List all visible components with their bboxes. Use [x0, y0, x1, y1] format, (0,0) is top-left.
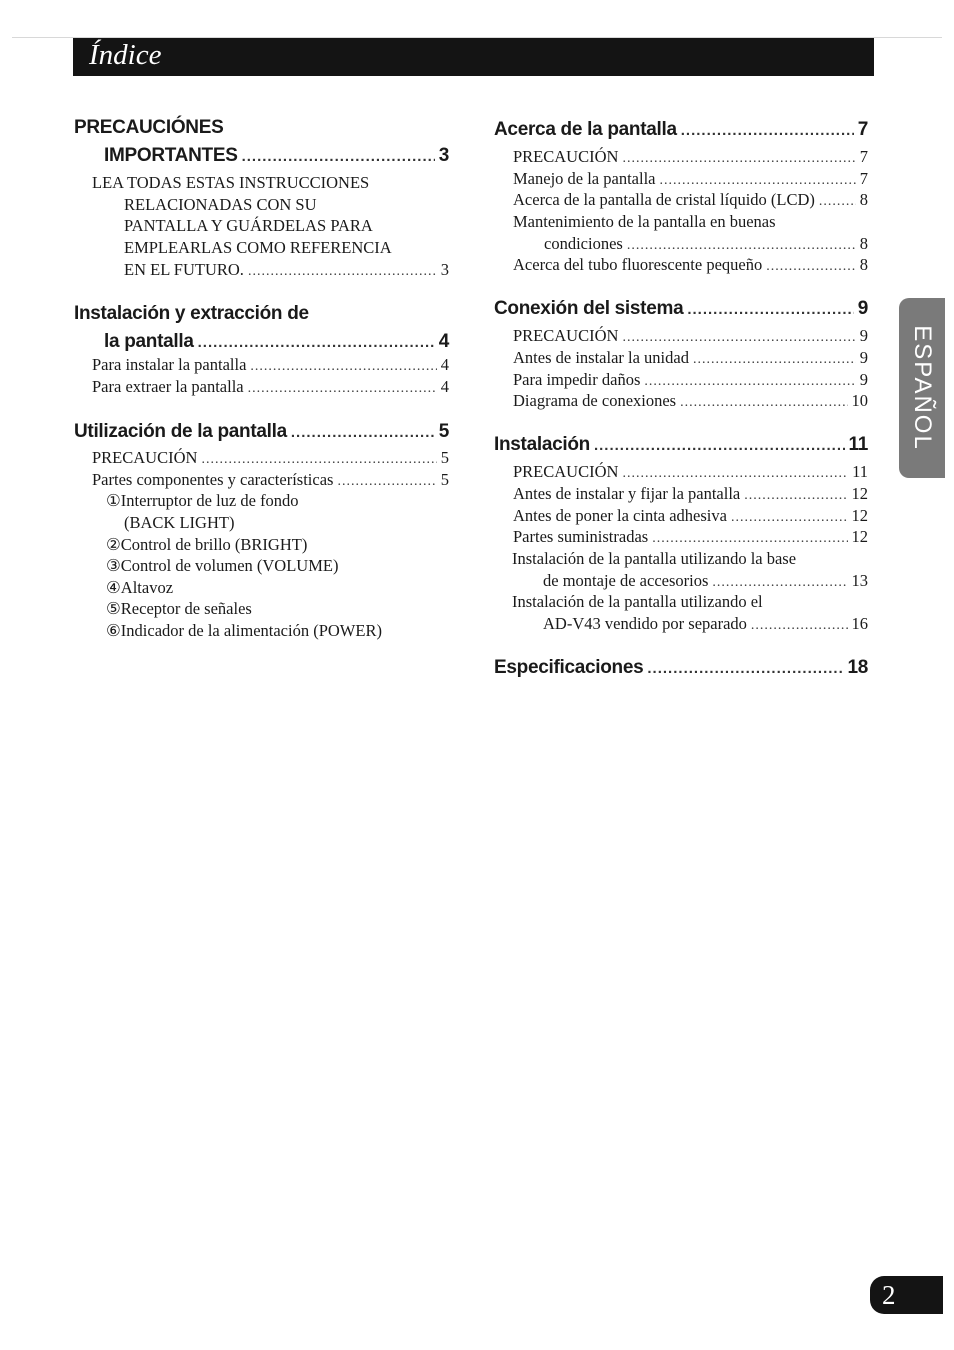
toc-subentry-label: Para instalar la pantalla	[92, 355, 247, 374]
toc-subentry-label: Manejo de la pantalla	[513, 169, 656, 188]
toc-page-number: 9	[859, 326, 868, 345]
dot-leader	[681, 119, 854, 143]
toc-page-number: 8	[859, 255, 868, 274]
toc-heading-precauciones-line2: IMPORTANTES	[104, 145, 238, 166]
toc-subentry-label: EN EL FUTURO.	[124, 260, 244, 279]
toc-page-number: 4	[438, 331, 449, 352]
toc-subentry[interactable]	[543, 570, 868, 594]
toc-subentry[interactable]	[92, 354, 449, 378]
toc-subentry-label: de montaje de accesorios	[543, 571, 709, 590]
dot-leader	[337, 471, 436, 493]
toc-page-number: 7	[859, 147, 868, 166]
toc-entry-acerca[interactable]	[494, 118, 868, 143]
title-bar	[73, 38, 874, 76]
toc-subentry-label: Acerca de la pantalla de cristal líquido (LCD)	[513, 190, 815, 209]
dot-leader	[201, 449, 436, 471]
toc-entry-precauciones[interactable]	[104, 144, 449, 169]
toc-subitem: EMPLEARLAS COMO REFERENCIA	[124, 238, 392, 257]
language-tab-label: ESPAÑOL	[909, 325, 936, 451]
toc-entry-utilizacion[interactable]	[74, 420, 449, 445]
toc-subentry[interactable]	[92, 447, 449, 471]
toc-subentry-label: PRECAUCIÓN	[513, 326, 619, 345]
toc-page-number: 13	[851, 571, 868, 590]
dot-leader	[652, 528, 847, 550]
toc-page-number: 16	[851, 614, 868, 633]
toc-page-number: 5	[438, 421, 449, 442]
toc-page-number: 7	[857, 119, 868, 140]
toc-subentry[interactable]	[513, 369, 868, 393]
toc-subentry[interactable]	[513, 325, 868, 349]
dot-leader	[622, 463, 848, 485]
toc-heading-conexion: Conexión del sistema	[494, 298, 684, 319]
toc-page-number: 5	[440, 470, 449, 489]
toc-part-item: ⑤Receptor de señales	[106, 599, 252, 618]
toc-subentry-label: Antes de instalar y fijar la pantalla	[513, 484, 741, 503]
toc-entry-instalacion-extraccion[interactable]	[104, 330, 449, 355]
dot-leader	[594, 434, 845, 458]
dot-leader	[680, 392, 847, 414]
toc-subentry-label: Para impedir daños	[513, 370, 641, 389]
dot-leader	[647, 657, 843, 681]
toc-subentry-label: Partes componentes y características	[92, 470, 334, 489]
toc-subentry[interactable]	[513, 505, 868, 529]
toc-subentry-label: Antes de instalar la unidad	[513, 348, 689, 367]
toc-part-item: ⑥Indicador de la alimentación (POWER)	[106, 621, 382, 640]
toc-subitem: PANTALLA Y GUÁRDELAS PARA	[124, 216, 373, 235]
dot-leader	[622, 148, 855, 170]
dot-leader	[242, 145, 435, 169]
toc-page-number: 9	[859, 348, 868, 367]
toc-subentry[interactable]	[513, 461, 868, 485]
language-tab	[899, 298, 945, 478]
toc-subentry[interactable]	[124, 259, 449, 283]
toc-heading-precauciones-line1: PRECAUCIÓNES	[74, 117, 224, 138]
toc-subentry-label: PRECAUCIÓN	[513, 147, 619, 166]
dot-leader	[250, 356, 436, 378]
toc-part-item: ①Interruptor de luz de fondo	[106, 491, 299, 510]
toc-subentry[interactable]	[544, 233, 868, 257]
toc-page-number: 3	[440, 260, 449, 279]
toc-subentry-label: Mantenimiento de la pantalla en buenas	[513, 212, 776, 231]
toc-heading-acerca: Acerca de la pantalla	[494, 119, 677, 140]
toc-entry-especificaciones[interactable]	[494, 656, 868, 681]
dot-leader	[198, 331, 435, 355]
toc-subentry-label: Acerca del tubo fluorescente pequeño	[513, 255, 763, 274]
toc-page-number: 12	[851, 484, 868, 503]
toc-entry-instalacion[interactable]	[494, 433, 868, 458]
toc-subentry[interactable]	[513, 483, 868, 507]
toc-subentry-label: PRECAUCIÓN	[513, 462, 619, 481]
toc-subentry-label: Antes de poner la cinta adhesiva	[513, 506, 727, 525]
toc-page-number: 11	[848, 434, 868, 455]
toc-subentry-label: Diagrama de conexiones	[513, 391, 677, 410]
toc-part-item: ④Altavoz	[106, 578, 174, 597]
toc-subentry-label: Instalación de la pantalla utilizando la base	[512, 549, 797, 568]
toc-subitem: LEA TODAS ESTAS INSTRUCCIONES	[92, 173, 370, 192]
toc-subentry[interactable]	[92, 469, 449, 493]
toc-subentry-label: AD-V43 vendido por separado	[543, 614, 747, 633]
toc-page-number: 12	[851, 527, 868, 546]
toc-page-number: 4	[440, 377, 449, 396]
toc-page-number: 18	[847, 657, 868, 678]
toc-page-number: 5	[440, 448, 449, 467]
toc-page-number: 9	[857, 298, 868, 319]
toc-page-number: 9	[859, 370, 868, 389]
toc-heading-instalacion-extraccion-line2: la pantalla	[104, 331, 194, 352]
toc-part-item: ②Control de brillo (BRIGHT)	[106, 535, 308, 554]
dot-leader	[766, 256, 856, 278]
toc-heading-instalacion: Instalación	[494, 434, 590, 455]
dot-leader	[819, 191, 856, 213]
toc-page-number: 11	[852, 462, 868, 481]
toc-subentry-label: PRECAUCIÓN	[92, 448, 198, 467]
toc-subentry[interactable]	[513, 526, 868, 550]
toc-part-item: (BACK LIGHT)	[124, 513, 235, 532]
dot-leader	[751, 615, 848, 637]
toc-subitem: RELACIONADAS CON SU	[124, 195, 317, 214]
toc-page-number: 7	[859, 169, 868, 188]
page-number: 2	[882, 1280, 896, 1310]
toc-heading-utilizacion: Utilización de la pantalla	[74, 421, 287, 442]
toc-page-number: 3	[438, 145, 449, 166]
toc-subentry-label: Partes suministradas	[513, 527, 649, 546]
dot-leader	[248, 261, 437, 283]
toc-subentry[interactable]	[513, 189, 868, 213]
toc-part-item: ③Control de volumen (VOLUME)	[106, 556, 339, 575]
toc-subentry[interactable]	[513, 254, 868, 278]
toc-page-number: 8	[859, 234, 868, 253]
dot-leader	[248, 378, 437, 400]
toc-subentry-label: condiciones	[544, 234, 623, 253]
dot-leader	[291, 421, 435, 445]
dot-leader	[744, 485, 847, 507]
dot-leader	[693, 349, 856, 371]
toc-subentry-label: Instalación de la pantalla utilizando el	[512, 592, 763, 611]
page-number-badge	[870, 1276, 943, 1314]
toc-subentry[interactable]	[513, 390, 868, 414]
toc-subentry-label: Para extraer la pantalla	[92, 377, 244, 396]
toc-page-number: 10	[851, 391, 868, 410]
dot-leader	[622, 327, 855, 349]
toc-heading-instalacion-extraccion-line1: Instalación y extracción de	[74, 303, 309, 324]
toc-subentry[interactable]	[513, 347, 868, 371]
toc-subentry[interactable]	[513, 146, 868, 170]
toc-page-number: 4	[440, 355, 449, 374]
toc-subentry[interactable]	[513, 168, 868, 192]
dot-leader	[687, 298, 853, 322]
toc-entry-conexion[interactable]	[494, 297, 868, 322]
toc-subentry[interactable]	[543, 613, 868, 637]
toc-heading-especificaciones: Especificaciones	[494, 657, 644, 678]
toc-page-number: 8	[859, 190, 868, 209]
page-title: Índice	[89, 39, 162, 71]
toc-page-number: 12	[851, 506, 868, 525]
toc-subentry[interactable]	[92, 376, 449, 400]
